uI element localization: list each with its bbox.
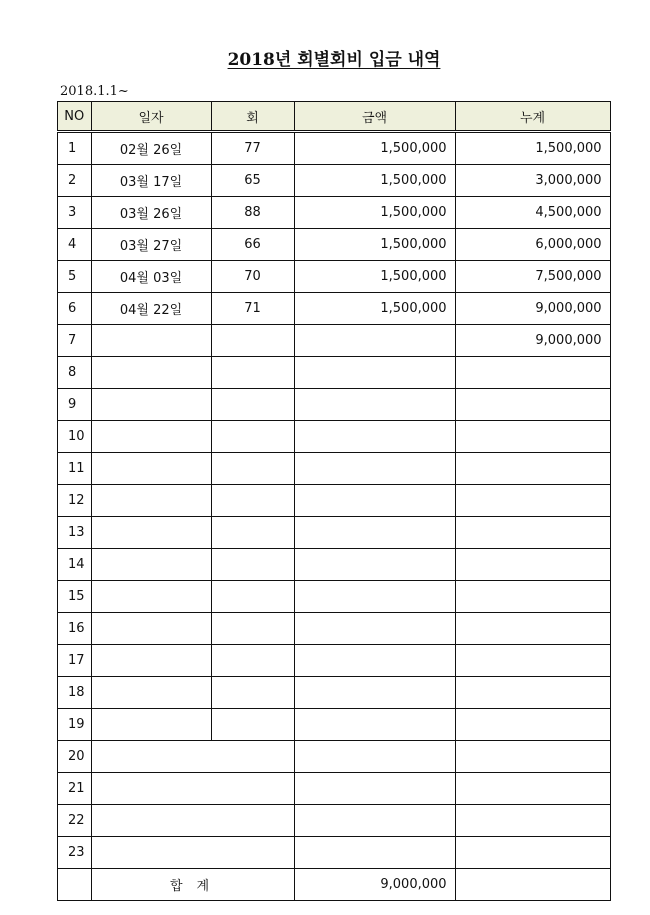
- total-no-cell: [58, 869, 92, 901]
- cell-date: [91, 677, 211, 709]
- table-row: [58, 645, 611, 677]
- table-row: [58, 805, 611, 837]
- cell-no: 20: [58, 741, 92, 773]
- cell-cumulative: [455, 485, 610, 517]
- table-row: [58, 165, 611, 197]
- cell-no: 19: [58, 709, 92, 741]
- cell-date: [91, 485, 211, 517]
- table-row: [58, 773, 611, 805]
- cell-count: [211, 677, 294, 709]
- cell-count: [211, 613, 294, 645]
- cell-count: [211, 581, 294, 613]
- cell-no: 9: [58, 389, 92, 421]
- cell-amount: [294, 709, 455, 741]
- cell-cumulative: 9,000,000: [455, 325, 610, 357]
- cell-cumulative: [455, 453, 610, 485]
- total-amount: 9,000,000: [294, 869, 455, 901]
- cell-amount: [294, 421, 455, 453]
- cell-amount: [294, 581, 455, 613]
- table-row: [58, 741, 611, 773]
- cell-count: 70: [211, 261, 294, 293]
- table-row: [58, 581, 611, 613]
- cell-no: 18: [58, 677, 92, 709]
- cell-date: [91, 389, 211, 421]
- cell-date: 02월 26일: [91, 132, 211, 165]
- cell-count: 66: [211, 229, 294, 261]
- cell-amount: 1,500,000: [294, 229, 455, 261]
- cell-date: 03월 17일: [91, 165, 211, 197]
- cell-cumulative: [455, 805, 610, 837]
- cell-amount: [294, 357, 455, 389]
- total-row: [58, 869, 611, 901]
- cell-count: 71: [211, 293, 294, 325]
- cell-amount: [294, 773, 455, 805]
- cell-date: [91, 517, 211, 549]
- cell-no: 2: [58, 165, 92, 197]
- table-row: [58, 229, 611, 261]
- cell-date: 04월 22일: [91, 293, 211, 325]
- cell-amount: [294, 741, 455, 773]
- cell-no: 8: [58, 357, 92, 389]
- cell-cumulative: [455, 677, 610, 709]
- cell-no: 7: [58, 325, 92, 357]
- table-row: [58, 421, 611, 453]
- cell-amount: [294, 613, 455, 645]
- cell-cumulative: [455, 389, 610, 421]
- cell-no: 3: [58, 197, 92, 229]
- header-date: 일자: [91, 102, 211, 132]
- cell-cumulative: 6,000,000: [455, 229, 610, 261]
- cell-date: 03월 27일: [91, 229, 211, 261]
- total-label: 합계: [91, 869, 294, 901]
- cell-cumulative: [455, 517, 610, 549]
- cell-date: [91, 421, 211, 453]
- cell-date: [91, 357, 211, 389]
- cell-amount: [294, 549, 455, 581]
- cell-count: [211, 357, 294, 389]
- cell-amount: [294, 677, 455, 709]
- cell-amount: 1,500,000: [294, 132, 455, 165]
- cell-cumulative: 4,500,000: [455, 197, 610, 229]
- cell-cumulative: [455, 645, 610, 677]
- cell-count: [211, 453, 294, 485]
- cell-amount: [294, 389, 455, 421]
- cell-amount: [294, 485, 455, 517]
- table-row: [58, 837, 611, 869]
- cell-no: 12: [58, 485, 92, 517]
- cell-amount: [294, 837, 455, 869]
- cell-date-count-merged: [91, 741, 294, 773]
- deposit-table: [57, 101, 611, 901]
- cell-no: 13: [58, 517, 92, 549]
- table-row: [58, 389, 611, 421]
- header-amount: 금액: [294, 102, 455, 132]
- total-cumulative: [455, 869, 610, 901]
- cell-count: 77: [211, 132, 294, 165]
- table-row: [58, 197, 611, 229]
- cell-amount: [294, 517, 455, 549]
- cell-no: 10: [58, 421, 92, 453]
- cell-count: [211, 709, 294, 741]
- cell-count: [211, 421, 294, 453]
- cell-count: 88: [211, 197, 294, 229]
- table-row: [58, 709, 611, 741]
- cell-cumulative: [455, 613, 610, 645]
- cell-date: [91, 453, 211, 485]
- cell-date: [91, 645, 211, 677]
- document-title-text: 2018년 회별회비 입금 내역: [227, 50, 441, 70]
- cell-count: [211, 389, 294, 421]
- header-no: NO: [58, 102, 92, 132]
- cell-cumulative: [455, 741, 610, 773]
- table-row: [58, 453, 611, 485]
- cell-date-count-merged: [91, 773, 294, 805]
- cell-date: [91, 613, 211, 645]
- cell-no: 14: [58, 549, 92, 581]
- cell-no: 4: [58, 229, 92, 261]
- cell-no: 1: [58, 132, 92, 165]
- cell-amount: 1,500,000: [294, 293, 455, 325]
- cell-date-count-merged: [91, 837, 294, 869]
- cell-amount: 1,500,000: [294, 197, 455, 229]
- cell-amount: [294, 453, 455, 485]
- table-row: [58, 325, 611, 357]
- cell-cumulative: [455, 581, 610, 613]
- cell-no: 11: [58, 453, 92, 485]
- cell-date: [91, 549, 211, 581]
- cell-count: [211, 645, 294, 677]
- cell-no: 17: [58, 645, 92, 677]
- cell-cumulative: 9,000,000: [455, 293, 610, 325]
- table-row: [58, 357, 611, 389]
- cell-cumulative: 3,000,000: [455, 165, 610, 197]
- cell-amount: 1,500,000: [294, 165, 455, 197]
- table-row: [58, 132, 611, 165]
- cell-amount: [294, 645, 455, 677]
- cell-date: [91, 709, 211, 741]
- cell-date: [91, 325, 211, 357]
- cell-cumulative: [455, 421, 610, 453]
- cell-date: 03월 26일: [91, 197, 211, 229]
- table-row: [58, 517, 611, 549]
- cell-cumulative: [455, 837, 610, 869]
- cell-date-count-merged: [91, 805, 294, 837]
- table-row: [58, 613, 611, 645]
- cell-count: [211, 517, 294, 549]
- table-row: [58, 549, 611, 581]
- cell-no: 16: [58, 613, 92, 645]
- document-title: [0, 48, 650, 72]
- cell-amount: [294, 805, 455, 837]
- cell-no: 15: [58, 581, 92, 613]
- table-row: [58, 485, 611, 517]
- cell-cumulative: [455, 773, 610, 805]
- header-cumulative: 누계: [455, 102, 610, 132]
- cell-no: 5: [58, 261, 92, 293]
- cell-no: 6: [58, 293, 92, 325]
- header-count: 회: [211, 102, 294, 132]
- date-range: 2018.1.1~: [60, 84, 129, 99]
- cell-amount: 1,500,000: [294, 261, 455, 293]
- cell-date: 04월 03일: [91, 261, 211, 293]
- cell-cumulative: [455, 549, 610, 581]
- cell-cumulative: 7,500,000: [455, 261, 610, 293]
- cell-no: 21: [58, 773, 92, 805]
- cell-count: [211, 485, 294, 517]
- cell-count: [211, 325, 294, 357]
- table-row: [58, 293, 611, 325]
- cell-no: 23: [58, 837, 92, 869]
- cell-date: [91, 581, 211, 613]
- cell-no: 22: [58, 805, 92, 837]
- cell-amount: [294, 325, 455, 357]
- cell-count: [211, 549, 294, 581]
- cell-cumulative: 1,500,000: [455, 132, 610, 165]
- cell-cumulative: [455, 357, 610, 389]
- table-header-row: [58, 102, 611, 132]
- table-row: [58, 677, 611, 709]
- cell-count: 65: [211, 165, 294, 197]
- cell-cumulative: [455, 709, 610, 741]
- table-row: [58, 261, 611, 293]
